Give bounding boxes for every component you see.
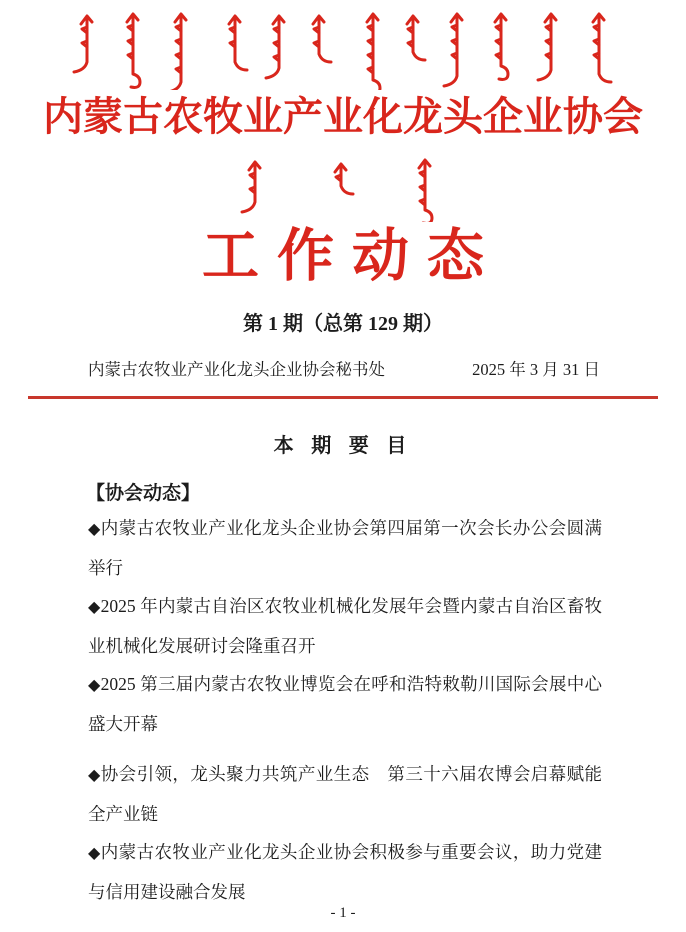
toc-heading: 本 期 要 目 [273,435,413,457]
bulletin-title: 工作动态 [202,225,502,288]
red-divider-rule [28,396,658,399]
publish-date: 2025 年 3 月 31 日 [472,360,600,379]
toc-item [88,833,602,911]
byline-row [88,356,600,380]
mongolian-script-banner-icon [53,8,633,90]
diamond-bullet-icon: ◆ [88,599,101,616]
publisher-name: 内蒙古农牧业产业化龙头企业协会秘书处 [88,360,385,379]
page-number: - 1 - [330,905,356,921]
diamond-bullet-icon: ◆ [88,677,101,694]
section-label-association-news: 【协会动态】 [86,483,201,504]
toc-item-text: 2025 第三届内蒙古农牧业博览会在呼和浩特敕勒川国际会展中心盛大开幕 [88,674,602,734]
toc-item [88,665,602,743]
diamond-bullet-icon: ◆ [88,767,101,784]
toc-item-text: 协会引领，龙头聚力共筑产业生态 第三十六届农博会启幕赋能全产业链 [88,764,603,824]
org-title: 内蒙古农牧业产业化龙头企业协会 [43,94,643,139]
toc-item [88,755,602,833]
toc-item-text: 内蒙古农牧业产业化龙头企业协会积极参与重要会议，助力党建与信用建设融合发展 [88,842,603,902]
toc-item-text: 内蒙古农牧业产业化龙头企业协会第四届第一次会长办公会圆满举行 [88,518,603,578]
mongolian-script-subtitle-icon [193,156,493,222]
toc-item [88,509,602,587]
toc-item-text: 2025 年内蒙古自治区农牧业机械化发展年会暨内蒙古自治区畜牧业机械化发展研讨会隆重召开 [88,596,602,656]
diamond-bullet-icon: ◆ [88,521,101,538]
issue-number: 第 1 期（总第 129 期） [243,313,443,335]
toc-list [88,509,602,911]
toc-item [88,587,602,665]
diamond-bullet-icon: ◆ [88,845,101,862]
